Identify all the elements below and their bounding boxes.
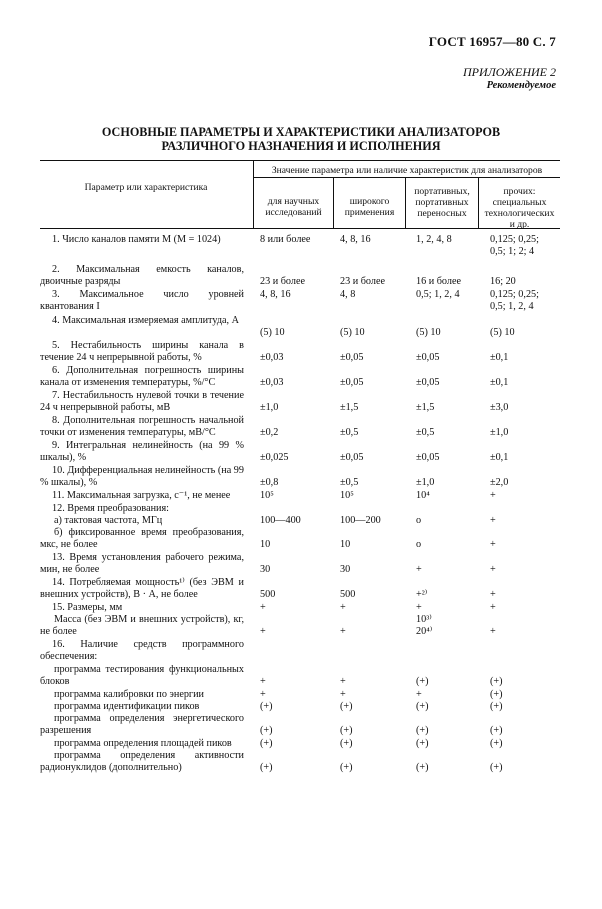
row-parameter: 4. Максимальная измеряемая амплитуда, A [52, 315, 239, 326]
row-parameter: 3. Максимальное число уровней квантования I [40, 289, 244, 313]
document-title-line-1: ОСНОВНЫЕ ПАРАМЕТРЫ И ХАРАКТЕРИСТИКИ АНАЛИЗАТОРОВ [101, 125, 501, 139]
row-value-c3: + [416, 564, 422, 576]
row-parameter: 6. Дополнительная погрешность ширины канала от изменения температуры, %/°С [40, 365, 244, 389]
row-value-c4: + [490, 589, 496, 601]
row-value-c4: + [490, 490, 496, 501]
row-value-c3: (+) [416, 701, 429, 712]
row-value-c1: 4, 8, 16 [260, 289, 291, 300]
row-value-c3: 1, 2, 4, 8 [416, 234, 452, 245]
row-value-c4: (+) [490, 689, 503, 700]
row-value-c3: о [416, 515, 422, 526]
row-value-c3: ±1,0 [416, 477, 435, 489]
row-value-c4: + [490, 602, 496, 613]
table-row [0, 614, 602, 639]
table-row [0, 234, 602, 264]
row-value-c3: ±0,05 [416, 377, 440, 389]
row-value-c4: ±0,1 [490, 452, 509, 464]
row-value-c2: 30 [340, 564, 351, 576]
row-value-c4: 0,125; 0,25; 0,5; 1, 2, 4 [490, 289, 539, 313]
table-row [0, 689, 602, 701]
row-value-c2: 500 [340, 589, 356, 601]
row-value-c4: ±0,1 [490, 352, 509, 364]
row-value-c2: (5) 10 [340, 327, 365, 339]
row-value-c3: ±1,5 [416, 402, 435, 414]
row-value-c1: + [260, 689, 266, 700]
row-value-c4: 0,125; 0,25; 0,5; 1; 2; 4 [490, 234, 539, 258]
row-value-c3: + [416, 689, 422, 700]
table-row [0, 340, 602, 365]
row-value-c3: 10³⁾ 20⁴⁾ [416, 614, 433, 638]
table-row [0, 639, 602, 664]
header-group: Значение параметра или наличие характеристик для анализаторов [271, 165, 543, 176]
row-value-c1: ±0,8 [260, 477, 279, 489]
row-parameter: программа определения активности радионуклидов (дополнительно) [40, 750, 244, 774]
row-parameter: Масса (без ЭВМ и внешних устройств), кг, не более [40, 614, 244, 638]
table-row [0, 527, 602, 552]
row-value-c4: (+) [490, 676, 503, 688]
row-parameter: 12. Время преобразования: [52, 503, 170, 514]
header-col-research: для научных исследований [265, 196, 322, 218]
row-value-c4: ±3,0 [490, 402, 509, 414]
row-parameter: а) тактовая частота, МГц [54, 515, 163, 526]
row-value-c2: ±1,5 [340, 402, 359, 414]
table-row [0, 390, 602, 415]
row-value-c3: (+) [416, 762, 429, 774]
table-row [0, 365, 602, 390]
row-value-c1: ±0,025 [260, 452, 289, 464]
row-value-c1: (5) 10 [260, 327, 285, 339]
table-top-rule [40, 160, 560, 161]
row-value-c1: 500 [260, 589, 276, 601]
row-value-c1: 10⁵ [260, 490, 274, 501]
row-parameter: 11. Максимальная загрузка, с⁻¹, не менее [52, 490, 231, 501]
table-row [0, 713, 602, 738]
table-row [0, 440, 602, 465]
row-value-c3: (5) 10 [416, 327, 441, 339]
row-value-c2: (+) [340, 738, 353, 749]
row-value-c1: ±1,0 [260, 402, 279, 414]
row-value-c4: + [490, 539, 496, 551]
table-group-rule [253, 177, 560, 178]
row-value-c2: + [340, 602, 346, 613]
row-value-c1: (+) [260, 738, 273, 749]
row-value-c3: ±0,05 [416, 352, 440, 364]
row-value-c3: о [416, 539, 422, 551]
row-value-c2: ±0,5 [340, 477, 359, 489]
table-row [0, 750, 602, 775]
table-row [0, 503, 602, 515]
row-value-c2: (+) [340, 762, 353, 774]
appendix-label: ПРИЛОЖЕНИЕ 2 [463, 65, 556, 79]
row-parameter: программа идентификации пиков [54, 701, 200, 712]
row-value-c3: (+) [416, 676, 429, 688]
row-value-c2: + [340, 676, 346, 688]
row-parameter: 16. Наличие средств программного обеспечения: [40, 639, 244, 663]
row-value-c2: (+) [340, 725, 353, 737]
row-value-c3: (+) [416, 725, 429, 737]
row-parameter: 2. Максимальная емкость каналов, двоичные разряды [40, 264, 244, 288]
row-value-c4: + [490, 564, 496, 576]
row-value-c1: ±0,03 [260, 377, 284, 389]
row-value-c2: + [340, 689, 346, 700]
table-row [0, 289, 602, 315]
row-value-c1: 23 и более [260, 276, 306, 288]
row-value-c1: (+) [260, 762, 273, 774]
row-parameter: 1. Число каналов памяти M (M = 1024) [52, 234, 221, 245]
table-body [0, 234, 602, 775]
document-title [40, 125, 562, 153]
row-parameter: программа определения площадей пиков [54, 738, 232, 749]
table-row [0, 515, 602, 527]
row-value-c4: 16; 20 [490, 276, 516, 288]
row-value-c2: ±0,05 [340, 452, 364, 464]
header-col-general: широкого применения [344, 196, 395, 218]
row-value-c4: (+) [490, 701, 503, 712]
appendix-status: Рекомендуемое [486, 80, 556, 91]
table-row [0, 315, 602, 340]
table-row [0, 465, 602, 490]
row-value-c4: + [490, 515, 496, 526]
row-value-c2: ±0,5 [340, 427, 359, 439]
row-parameter: программа определения энергетического разрешения [40, 713, 244, 737]
row-value-c4: (+) [490, 762, 503, 774]
row-value-c4: ±2,0 [490, 477, 509, 489]
row-parameter: 9. Интегральная нелинейность (на 99 % шкалы), % [40, 440, 244, 464]
row-parameter: программа тестирования функциональных блоков [40, 664, 244, 688]
row-value-c2: 23 и более [340, 276, 386, 288]
table-row [0, 738, 602, 750]
row-parameter: б) фиксированное время преобразования, мкс, не более [40, 527, 244, 551]
row-value-c4: (5) 10 [490, 327, 515, 339]
row-value-c2: 4, 8, 16 [340, 234, 371, 245]
row-parameter: 7. Нестабильность нулевой точки в течение 24 ч непрерывной работы, мВ [40, 390, 244, 414]
table-row [0, 701, 602, 713]
row-value-c1: ±0,2 [260, 427, 279, 439]
row-value-c3: (+) [416, 738, 429, 749]
row-value-c1: 100—400 [260, 515, 301, 526]
appendix-label-block [463, 66, 556, 92]
header-col-portable: портативных, портативных переносных [414, 186, 470, 219]
table-row [0, 577, 602, 602]
header-param-col: Параметр или характеристика [84, 182, 208, 193]
page-header-doc-ref: ГОСТ 16957—80 С. 7 [428, 34, 556, 49]
row-value-c4: ±0,1 [490, 377, 509, 389]
row-value-c4: + [490, 626, 496, 638]
row-value-c2: 10 [340, 539, 351, 551]
row-parameter: 13. Время установления рабочего режима, мин, не более [40, 552, 244, 576]
row-parameter: 5. Нестабильность ширины канала в течение 24 ч непрерывной работы, % [40, 340, 244, 364]
row-value-c2: + [340, 626, 346, 638]
row-parameter: 8. Дополнительная погрешность начальной точки от изменения температуры, мВ/°С [40, 415, 244, 439]
row-value-c1: + [260, 626, 266, 638]
row-parameter: 15. Размеры, мм [52, 602, 123, 613]
row-value-c3: ±0,5 [416, 427, 435, 439]
row-value-c4: (+) [490, 738, 503, 749]
document-title-line-2: РАЗЛИЧНОГО НАЗНАЧЕНИЯ И ИСПОЛНЕНИЯ [161, 139, 441, 153]
header-col-other: прочих: специальных технологических и др. [484, 186, 555, 230]
row-value-c3: 16 и более [416, 276, 462, 288]
row-value-c1: 30 [260, 564, 271, 576]
row-value-c2: 10⁵ [340, 490, 354, 501]
row-value-c1: + [260, 676, 266, 688]
table-row [0, 552, 602, 577]
row-value-c3: +²⁾ [416, 589, 428, 601]
row-value-c1: 10 [260, 539, 271, 551]
row-value-c4: (+) [490, 725, 503, 737]
row-parameter: программа калибровки по энергии [54, 689, 205, 700]
row-value-c3: + [416, 602, 422, 613]
row-value-c2: ±0,05 [340, 377, 364, 389]
row-value-c1: (+) [260, 725, 273, 737]
table-row [0, 264, 602, 289]
row-value-c1: 8 или более [260, 234, 311, 245]
row-value-c4: ±1,0 [490, 427, 509, 439]
row-value-c2: 100—200 [340, 515, 381, 526]
table-row [0, 664, 602, 689]
row-value-c2: ±0,05 [340, 352, 364, 364]
row-value-c3: 10⁴ [416, 490, 430, 501]
table-row [0, 602, 602, 614]
row-value-c2: (+) [340, 701, 353, 712]
table-row [0, 490, 602, 503]
row-value-c1: ±0,03 [260, 352, 284, 364]
row-value-c2: 4, 8 [340, 289, 356, 300]
row-parameter: 14. Потребляемая мощность¹⁾ (без ЭВМ и внешних устройств), В · А, не более [40, 577, 244, 601]
row-parameter: 10. Дифференциальная нелинейность (на 99 % шкалы), % [40, 465, 244, 489]
row-value-c1: + [260, 602, 266, 613]
table-row [0, 415, 602, 440]
row-value-c1: (+) [260, 701, 273, 712]
row-value-c3: ±0,05 [416, 452, 440, 464]
row-value-c3: 0,5; 1, 2, 4 [416, 289, 460, 300]
